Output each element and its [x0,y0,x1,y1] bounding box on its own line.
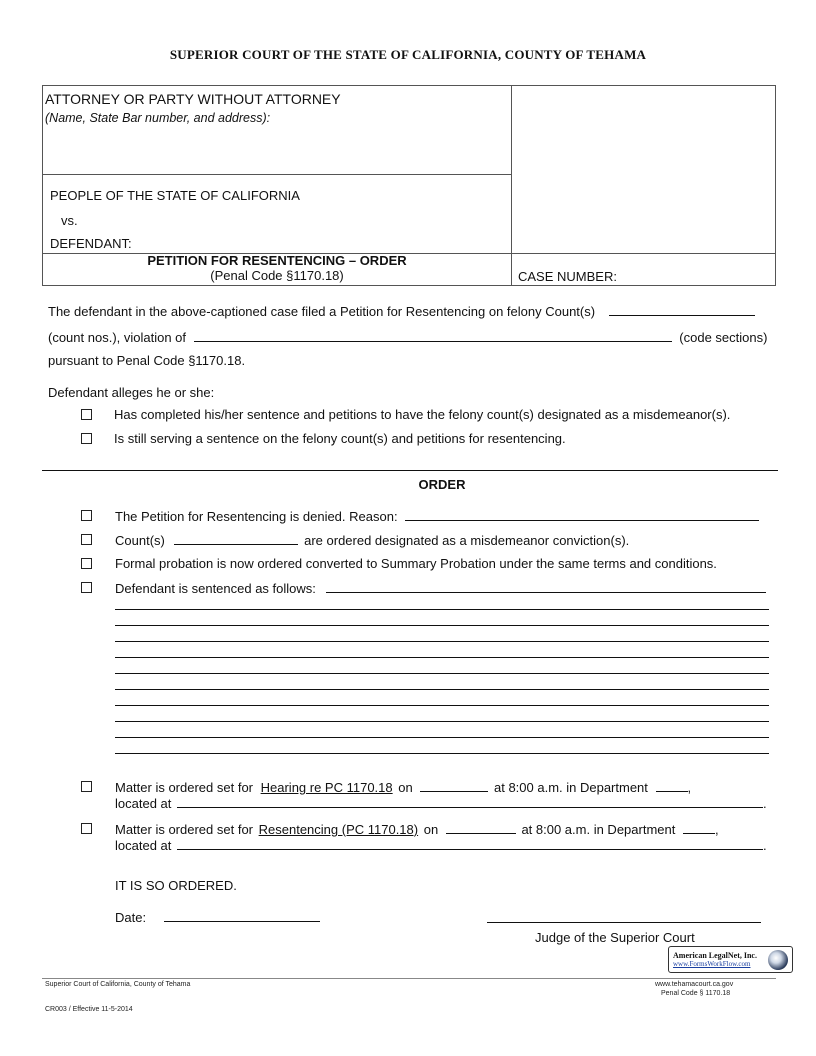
hearing-date-field[interactable] [420,779,488,792]
count-field[interactable] [609,303,755,316]
globe-icon [768,950,788,970]
hearing-comma: , [687,780,692,795]
court-title: SUPERIOR COURT OF THE STATE OF CALIFORNIA, COUNTY OF TEHAMA [169,47,647,62]
sentence-line[interactable] [115,705,769,706]
hearing-type: Hearing re PC 1170.18 [260,780,393,795]
hearing-located-label: located at [115,796,172,811]
petition-line-2-label: (count nos.), violation of [48,330,187,345]
footer-penal-code: Penal Code § 1170.18 [661,990,731,997]
form-subtitle: (Penal Code §1170.18) [210,268,344,283]
hearing-department-field[interactable] [656,779,688,792]
resentencing-comma: , [714,822,719,837]
hearing-prefix: Matter is ordered set for [115,780,253,795]
code-sections-field[interactable] [194,329,672,342]
resentencing-department-field[interactable] [683,821,715,834]
hearing-line [115,779,691,795]
counts-suffix: are ordered designated as a misdemeanor conviction(s). [304,533,630,548]
sentenced-checkbox[interactable] [81,582,92,593]
sentence-line[interactable] [115,625,769,626]
footer-court: Superior Court of California, County of Tehama [45,981,191,988]
date-line [115,909,320,925]
resentencing-time: at 8:00 a.m. in Department [521,822,676,837]
sentence-line[interactable] [115,689,769,690]
sentence-line[interactable] [115,641,769,642]
sentence-line[interactable] [115,673,769,674]
sentence-line[interactable] [115,657,769,658]
footer-form-id: CR003 / Effective 11-5-2014 [45,1006,133,1013]
sentence-line[interactable] [115,737,769,738]
completed-sentence-checkbox[interactable] [81,409,92,420]
misdemeanor-checkbox[interactable] [81,534,92,545]
petition-line-1-text: The defendant in the above-captioned case filed a Petition for Resentencing on felony Count(s) [48,304,596,319]
resentencing-location-line [115,837,767,853]
hearing-time: at 8:00 a.m. in Department [493,780,648,795]
resentencing-location-field[interactable] [177,837,763,850]
resentencing-line [115,821,719,837]
petition-line-3: pursuant to Penal Code §1170.18. [48,353,246,368]
sentenced-line [115,580,766,596]
denied-line [115,508,759,524]
denied-checkbox[interactable] [81,510,92,521]
hearing-checkbox[interactable] [81,781,92,792]
code-sections-suffix: (code sections) [679,330,768,345]
resentencing-checkbox[interactable] [81,823,92,834]
hearing-location-field[interactable] [177,795,763,808]
footer-website: www.tehamacourt.ca.gov [655,981,734,988]
logo-url[interactable]: www.FormsWorkFlow.com [673,960,751,968]
sentenced-label: Defendant is sentenced as follows: [115,581,316,596]
sentence-line[interactable] [115,609,769,610]
resentencing-period: . [763,838,767,853]
hearing-location-line [115,795,767,811]
logo-name: American LegalNet, Inc. [673,951,757,960]
order-heading: ORDER [418,477,466,492]
case-number-label: CASE NUMBER: [518,269,617,284]
serving-sentence-text: Is still serving a sentence on the felony count(s) and petitions for resentencing. [114,431,566,446]
sentence-line[interactable] [115,721,769,722]
footer-divider [42,978,776,979]
serving-sentence-checkbox[interactable] [81,433,92,444]
hearing-period: . [763,796,767,811]
so-ordered: IT IS SO ORDERED. [115,878,237,893]
judge-signature-line[interactable] [487,922,761,923]
order-divider [42,470,778,471]
american-legalnet-logo[interactable] [668,946,793,973]
sentence-field[interactable] [326,580,766,593]
attorney-heading: ATTORNEY OR PARTY WITHOUT ATTORNEY [45,91,341,107]
resentencing-on: on [423,822,439,837]
misdemeanor-line [115,532,629,548]
counts-field[interactable] [174,532,298,545]
denied-label: The Petition for Resentencing is denied. Reason: [115,509,398,524]
probation-text: Formal probation is now ordered converted to Summary Probation under the same terms and conditions. [115,556,717,571]
petition-line-1 [48,303,755,319]
date-label: Date: [115,910,147,925]
petition-line-2 [48,329,767,345]
resentencing-prefix: Matter is ordered set for [115,822,253,837]
denied-reason-field[interactable] [405,508,759,521]
attorney-note: (Name, State Bar number, and address): [45,111,271,125]
attorney-divider [42,174,512,175]
judge-label: Judge of the Superior Court [535,930,695,945]
sentence-line[interactable] [115,753,769,754]
resentencing-located-label: located at [115,838,172,853]
resentencing-date-field[interactable] [446,821,516,834]
date-field[interactable] [164,909,320,922]
probation-checkbox[interactable] [81,558,92,569]
versus-label: vs. [61,213,78,228]
alleges-label: Defendant alleges he or she: [48,385,215,400]
counts-label: Count(s) [115,533,165,548]
plaintiff-name: PEOPLE OF THE STATE OF CALIFORNIA [50,188,300,203]
hearing-on: on [398,780,413,795]
resentencing-type: Resentencing (PC 1170.18) [258,822,419,837]
completed-sentence-text: Has completed his/her sentence and petitions to have the felony count(s) designated as a misdemeanor(s). [114,407,731,422]
defendant-label: DEFENDANT: [50,236,132,251]
form-title: PETITION FOR RESENTENCING – ORDER [147,253,407,268]
